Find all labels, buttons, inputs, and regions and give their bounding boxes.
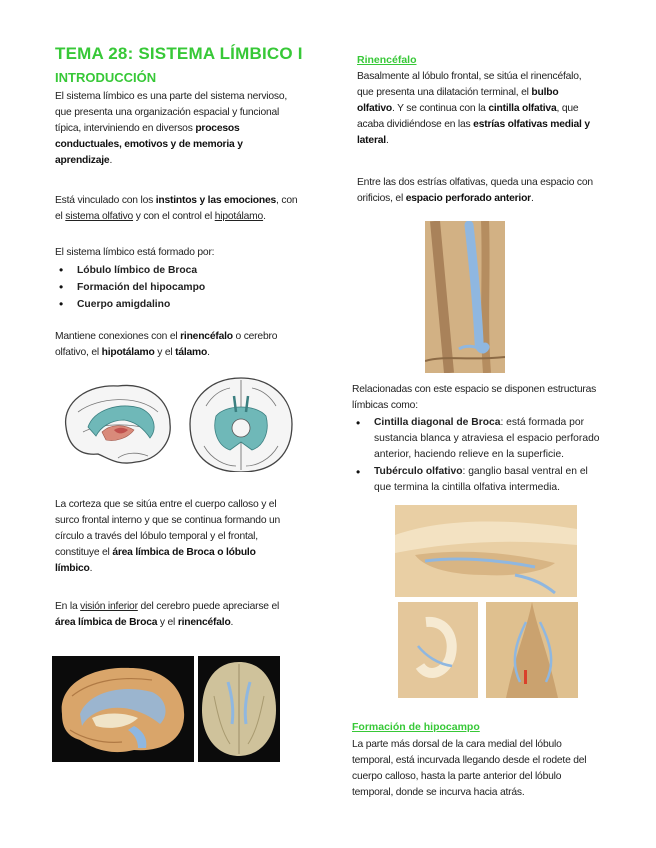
intro-paragraph-2: Está vinculado con los instintos y las emociones, con el sistema olfativo y con el control el hipotálamo.	[55, 195, 298, 222]
intro-paragraph-4: Mantiene conexiones con el rinencéfalo o cerebro olfativo, el hipotálamo y el tálamo.	[55, 331, 278, 358]
olfactory-tract-photo	[425, 221, 505, 373]
intro-paragraph-6: En la visión inferior del cerebro puede apreciarse el área límbica de Broca y el rinencéfalo.	[55, 601, 280, 628]
limbic-components-list	[55, 262, 295, 313]
intro-paragraph-3: El sistema límbico está formado por:	[55, 247, 215, 258]
brain-section-photo-1	[395, 505, 577, 597]
rinencefalo-paragraph-1: Basalmente al lóbulo frontal, se sitúa el rinencéfalo, que presenta una dilatación terminal, el bulbo olfativo. Y se continua con la cintilla olfativa, que acaba dividiéndose en las estrías olfativas medial y lateral.	[357, 71, 590, 146]
limbic-structures-list	[352, 415, 600, 496]
brain-inferior-photo	[198, 656, 280, 762]
list-item: • Tubérculo olfativo: ganglio basal ventral en el que termina la cintilla olfativa intermedia.	[352, 464, 600, 496]
list-item: • Cuerpo amigdalino	[55, 296, 295, 313]
list-item: • Formación del hipocampo	[55, 279, 295, 296]
brain-section-photo-2	[398, 602, 478, 698]
intro-paragraph-1: El sistema límbico es una parte del sistema nervioso, que presenta una organización espacial y funcional típica, interviniendo en diversos procesos conductuales, emotivos y de memoria y aprendizaje.	[55, 91, 288, 166]
rinencefalo-paragraph-2: Entre las dos estrías olfativas, queda una espacio con orificios, el espacio perforado anterior.	[357, 177, 593, 204]
brain-section-photo-3	[486, 602, 578, 698]
page-title: TEMA 28: SISTEMA LÍMBICO I	[55, 44, 303, 63]
list-item: • Cintilla diagonal de Broca: está formada por sustancia blanca y atraviesa el espacio perforado anterior, haciendo relieve en la superficie.	[352, 415, 600, 463]
hipocampo-heading: Formación de hipocampo	[352, 721, 480, 733]
rinencefalo-heading: Rinencéfalo	[357, 54, 417, 66]
list-item: • Lóbulo límbico de Broca	[55, 262, 295, 279]
brain-medial-photo	[52, 656, 194, 762]
limbic-system-diagram	[58, 372, 298, 472]
hipocampo-paragraph-1: La parte más dorsal de la cara medial del lóbulo temporal, está incurvada llegando desde el rodete del cuerpo calloso, hasta la parte anterior del lóbulo temporal, donde se incurva hacia atrás.	[352, 739, 587, 798]
brain-sagittal-diagram	[58, 372, 298, 472]
rinencefalo-paragraph-3: Relacionadas con este espacio se disponen estructuras límbicas como:	[352, 384, 597, 411]
intro-paragraph-5: La corteza que se sitúa entre el cuerpo calloso y el surco frontal interno y que se continua formando un círculo a través del lóbulo temporal y el frontal, constituye el área límbica de Broca o lóbulo límbico.	[55, 499, 281, 574]
section-subtitle: INTRODUCCIÓN	[55, 70, 157, 85]
